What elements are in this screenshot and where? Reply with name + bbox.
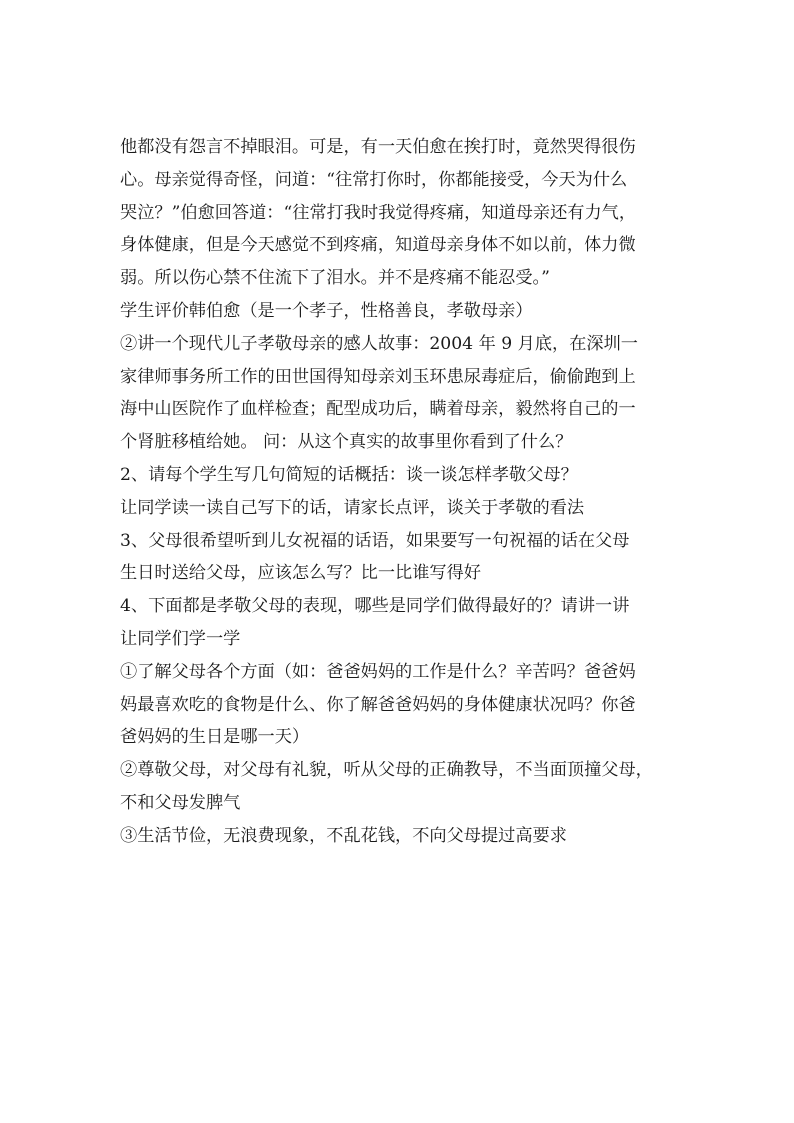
text-line: ②尊敬父母，对父母有礼貌，听从父母的正确教导，不当面顶撞父母，: [120, 760, 653, 781]
paragraph: [120, 754, 680, 820]
paragraph: [120, 590, 680, 656]
paragraph: [120, 295, 680, 328]
text-line: 爸妈妈的生日是哪一天）: [120, 727, 310, 748]
text-line: 生日时送给父母，应该怎么写？比一比谁写得好: [120, 563, 481, 584]
text-line: 他都没有怨言不掉眼泪。可是，有一天伯愈在挨打时，竟然哭得很伤: [120, 137, 636, 157]
text-line: 2、请每个学生写几句简短的话概括：谈一谈怎样孝敬父母？: [120, 464, 578, 485]
text-line: ③生活节俭，无浪费现象，不乱花钱，不向父母提过高要求: [120, 825, 567, 846]
text-line: 3、父母很希望听到儿女祝福的话语，如果要写一句祝福的话在父母: [120, 530, 630, 551]
text-line: ①了解父母各个方面（如：爸爸妈妈的工作是什么？辛苦吗？爸爸妈: [120, 661, 636, 682]
paragraph: [120, 328, 680, 459]
paragraph: [120, 459, 680, 492]
text-line: 海中山医院作了血样检查；配型成功后，瞒着母亲，毅然将自己的一: [120, 399, 636, 420]
text-line: 弱。所以伤心禁不住流下了泪水。并不是疼痛不能忍受。”: [120, 268, 550, 289]
text-line: 妈最喜欢吃的食物是什么、你了解爸爸妈妈的身体健康状况吗？你爸: [120, 694, 636, 715]
paragraph: [120, 492, 680, 525]
paragraph: [120, 131, 680, 295]
paragraph: [120, 525, 680, 591]
text-line: 身体健康，但是今天感觉不到疼痛，知道母亲身体不如以前，体力微: [120, 235, 636, 256]
paragraph: [120, 656, 680, 754]
text-line: 个肾脏移植给她。 问：从这个真实的故事里你看到了什么？: [120, 432, 573, 453]
text-line: 哭泣？”伯愈回答道：“往常打我时我觉得疼痛，知道母亲还有力气，: [120, 202, 637, 223]
text-line: 让同学们学一学: [120, 628, 241, 649]
text-line: 学生评价韩伯愈（是一个孝子，性格善良，孝敬母亲）: [120, 300, 533, 321]
text-line: 4、下面都是孝敬父母的表现，哪些是同学们做得最好的？请讲一讲: [120, 596, 630, 617]
text-line: 让同学读一读自己写下的话，请家长点评，谈关于孝敬的看法: [120, 497, 585, 518]
text-line: 家律师事务所工作的田世国得知母亲刘玉环患尿毒症后，偷偷跑到上: [120, 366, 636, 387]
text-line: 不和父母发脾气: [120, 792, 241, 813]
text-line: ②讲一个现代儿子孝敬母亲的感人故事：2004 年 9 月底，在深圳一: [120, 333, 638, 354]
text-line: 心。母亲觉得奇怪，问道：“往常打你时，你都能接受，今天为什么: [120, 169, 628, 190]
document-body: [120, 131, 680, 853]
paragraph: [120, 820, 680, 853]
